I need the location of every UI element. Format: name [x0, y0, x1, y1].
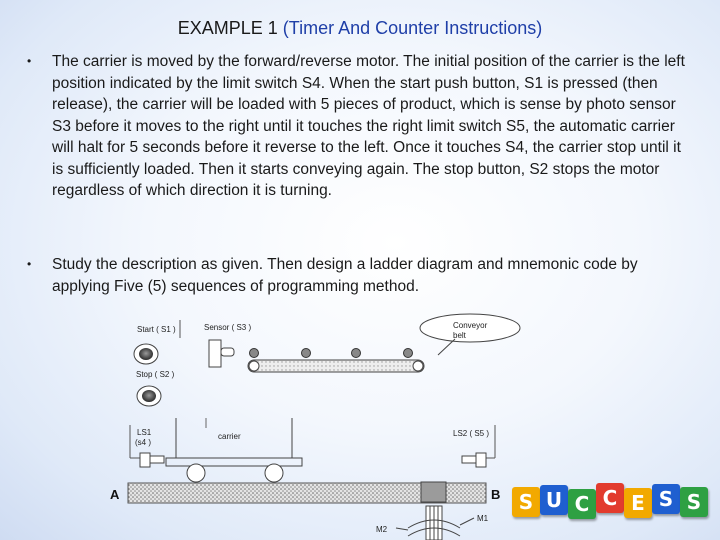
- product-items: [250, 349, 413, 358]
- logo-letter-block: C: [596, 483, 624, 513]
- motor: [396, 506, 474, 540]
- ls1-label-line1: LS1: [137, 428, 152, 437]
- logo-letter-block: E: [624, 488, 652, 518]
- title-main: EXAMPLE 1: [177, 18, 283, 38]
- bullet-text: The carrier is moved by the forward/reverse motor. The initial position of the carrier is the left position indicated by the limit switch S4. When the start push button, S1 is pressed (then release), the carrier will be loaded with 5 pieces of product, which is sense by photo sensor S3 before it moves to the right until it touches the right limit switch S5, the automatic carrier will halt for 5 seconds before it reverse to the left. Once it touches S4, the carrier stop until it is sufficiently loaded. Then it starts conveying again. The stop button, S2 stops the motor regardless of which direction it is turning.: [52, 53, 685, 199]
- stop-button-s2: [137, 386, 161, 406]
- bullet-text: Study the description as given. Then design a ladder diagram and mnemonic code by applying Five (5) sequences of programming method.: [52, 256, 638, 295]
- bullet-marker: •: [27, 257, 32, 271]
- logo-letter-block: S: [652, 484, 680, 514]
- motor-m1-label: M1: [477, 514, 489, 523]
- conveyor-belt: [248, 360, 424, 372]
- conveyor-label-line2: belt: [453, 331, 466, 340]
- title-subtitle: (Timer And Counter Instructions): [282, 18, 543, 38]
- end-label-b: B: [491, 487, 501, 502]
- ls1-label-line2: (s4 ): [135, 438, 151, 447]
- conveyor-label-line1: Conveyor: [453, 321, 488, 330]
- carrier-label: carrier: [218, 432, 241, 441]
- success-logo: [512, 483, 712, 523]
- carrier-track: [128, 482, 486, 503]
- carrier: [166, 418, 302, 482]
- logo-letter-block: U: [540, 485, 568, 515]
- logo-letter-block: C: [568, 489, 596, 519]
- sensor-label: Sensor ( S3 ): [204, 323, 252, 332]
- stop-label: Stop ( S2 ): [136, 370, 175, 379]
- end-label-a: A: [110, 487, 120, 502]
- ls2-label: LS2 ( S5 ): [453, 429, 490, 438]
- start-label: Start ( S1 ): [137, 325, 176, 334]
- start-button-s1: [134, 344, 158, 364]
- bullet-marker: •: [27, 54, 32, 68]
- motor-m2-label: M2: [376, 525, 388, 534]
- logo-letter-block: S: [680, 487, 708, 517]
- logo-letter-block: S: [512, 487, 540, 517]
